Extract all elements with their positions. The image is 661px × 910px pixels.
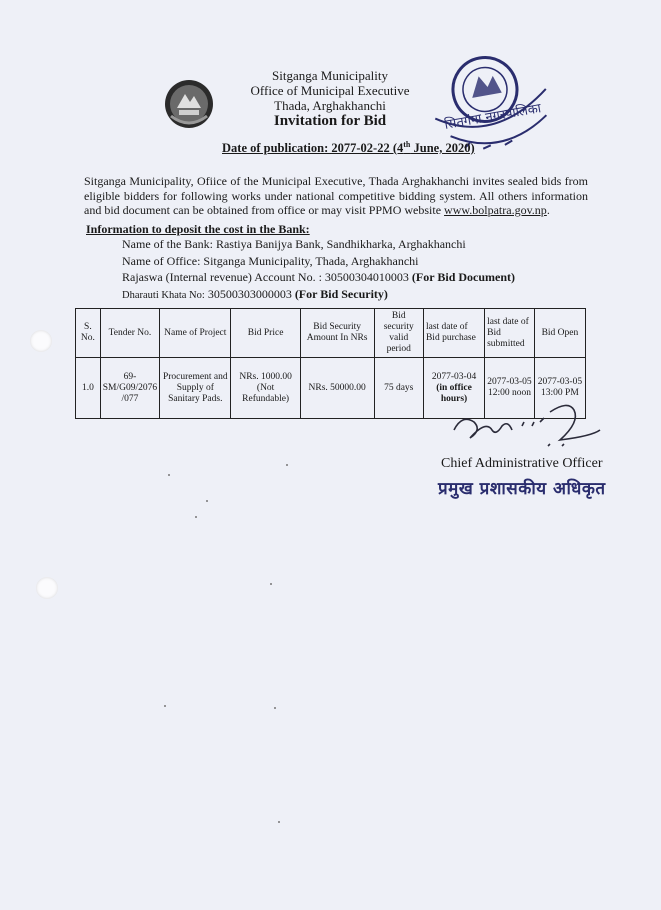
office-name: Office of Municipal Executive [250,83,410,98]
publication-date: Date of publication: 2077-02-22 (4th June, 2020) [222,140,475,156]
bank-info-block [122,236,515,304]
office-name-line: Name of Office: Sitganga Municipality, Thada, Arghakhanchi [122,253,419,268]
header-block [220,68,440,129]
speck [274,707,276,709]
signature-icon [452,400,602,452]
speck [164,705,166,707]
punch-hole [36,577,58,599]
cell-security: NRs. 50000.00 [300,358,374,419]
rajaswa-account: Rajaswa (Internal revenue) Account No. : 30500304010003 (For Bid Document) [122,270,516,284]
cell-project: Procurement and Supply of Sanitary Pads. [160,358,231,419]
cell-tender-no: 69-SM/G09/2076 /077 [100,358,159,419]
table-header-row [76,309,586,358]
cell-submit-date: 2077-03-05 12:00 noon [485,358,535,419]
col-header: Bid Open [534,309,585,358]
col-header: last date of Bid submitted [485,309,535,358]
speck [206,500,208,502]
cell-sno: 1.0 [76,358,101,419]
col-header: Name of Project [160,309,231,358]
bank-info-heading: Information to deposit the cost in the Bank: [86,222,310,236]
document-title: Invitation for Bid [273,113,387,129]
col-header: Bid security valid period [374,309,423,358]
seal-text: सितगंगा नगरपालिका [443,101,543,133]
dharauti-account: Dharauti Khata No: 30500303000003 (For Bid Security) [122,286,388,301]
nepal-emblem-icon [163,78,215,130]
col-header: Tender No. [100,309,159,358]
col-header: Bid Security Amount In NRs [300,309,374,358]
signatory-title: Chief Administrative Officer [441,456,603,471]
cell-bid-price: NRs. 1000.00 (Not Refundable) [231,358,300,419]
col-header: S. No. [76,309,101,358]
cell-valid-period: 75 days [374,358,423,419]
speck [168,474,170,476]
intro-paragraph: Sitganga Municipality, Ofiice of the Municipal Executive, Thada Arghakhanchi invites sealed bids from eligible bidders for following works under national competitive bidding system. All others information and bid document can be obtained from office or may visit PPMO website www.bolpatra.gov.np. [84,174,588,217]
office-address: Thada, Arghakhanchi [274,98,386,113]
col-header: last date of Bid purchase [423,309,484,358]
signatory-title-nepali: प्रमुख प्रशासकीय अधिकृत [438,479,606,499]
speck [270,583,272,585]
speck [286,464,288,466]
municipality-name: Sitganga Municipality [272,68,388,83]
cell-open-date: 2077-03-05 13:00 PM [534,358,585,419]
ppmo-website-link[interactable]: www.bolpatra.gov.np [444,203,547,217]
punch-hole [30,330,52,352]
col-header: Bid Price [231,309,300,358]
bank-name: Name of the Bank: Rastiya Banijya Bank, Sandhikharka, Arghakhanchi [122,237,466,251]
speck [278,821,280,823]
cell-purchase-date: 2077-03-04 (in office hours) [423,358,484,419]
speck [195,516,197,518]
